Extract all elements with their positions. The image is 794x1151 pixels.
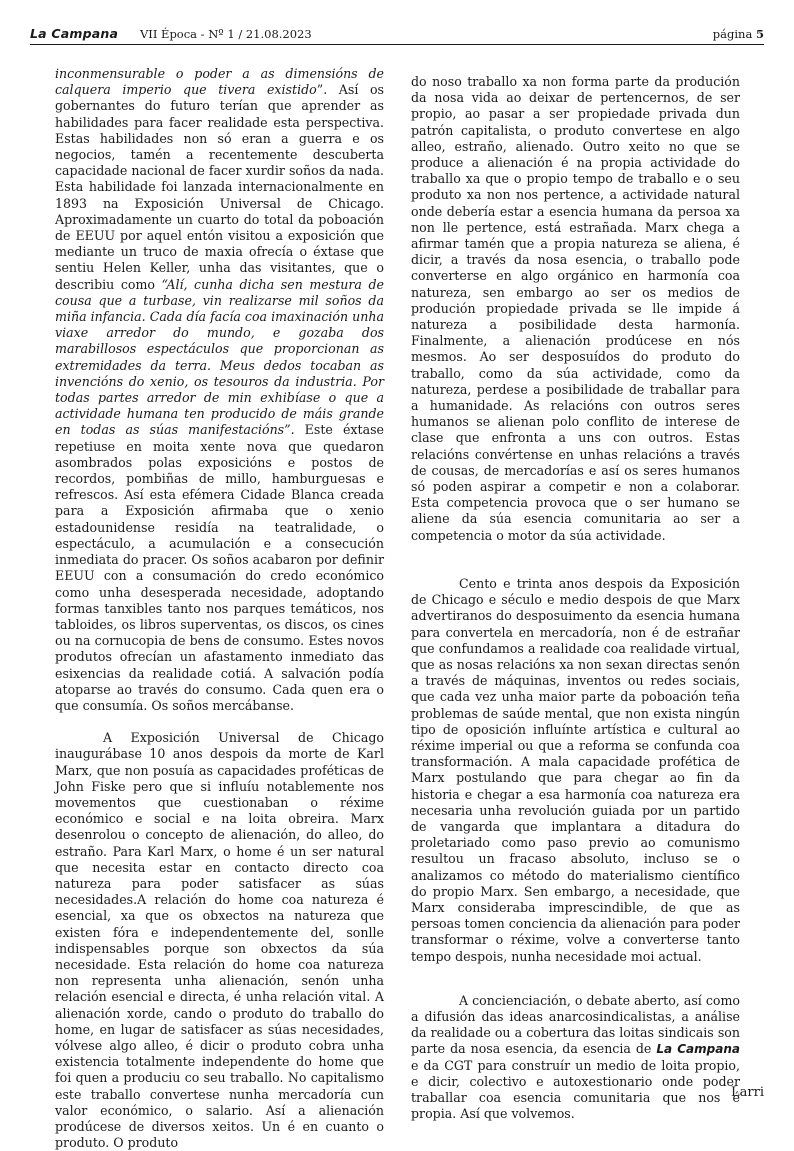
paragraph bbox=[411, 993, 740, 1123]
page-label: página bbox=[712, 27, 753, 41]
right-column bbox=[411, 74, 740, 1122]
paragraph: do noso traballo xa non forma parte da produción da nosa vida ao deixar de pertencernos, de ser propio, ao pasar a ser propiedade privada dun patrón capitalista, o produto convertese en algo alleo, estraño, alienado. Outro xeito no que se produce a alienación é na propia actividade do traballo xa que o propio tempo de traballo e o seu produto xa non nos pertence, a actividade natural onde debería estar a esencia humana da persoa xa non lle pertence, está estrañada. Marx chega a afirmar tamén que a propia natureza se aliena, é dicir, a través da nosa esencia, o traballo pode converterse en algo orgánico en harmonía coa natureza, sen embargo ao ser os medios de produción propiedade privada se lle impide á natureza a posibilidade desta harmonía. Finalmente, a alienación prodúcese en nós mesmos. Ao ser desposuídos do produto do traballo, como da súa actividade, como da natureza, perdese a posibilidade de traballar para a humanidade. As relacións con outros seres humanos se alienan polo conflito de interese de clase que enfronta a uns con outros. Estas relacións convértense en unhas relacións a través de cousas, de mercadorías e así os seres humanos só poden aspirar a competir e non a colaborar. Esta competencia provoca que o ser humano se aliene da súa esencia comunitaria ao ser a competencia o motor da súa actividade. bbox=[411, 74, 740, 543]
page-header bbox=[30, 26, 764, 42]
paragraph bbox=[55, 66, 384, 714]
issue-info: VII Época - Nº 1 / 21.08.2023 bbox=[140, 27, 312, 41]
paragraph: Cento e trinta anos despois da Exposición de Chicago e século e medio despois de que Marx advertiranos do desposuimento da esencia humana para convertela en mercadoría, non é de estrañar que confundamos a realidade coa realidade virtual, que as nosas relacións xa non sexan directas senón a través de máquinas, inventos ou redes sociais, que cada vez unha maior parte da poboación teña problemas de saúde mental, que non exista ningún tipo de oposición influínte artística e cultural ao réxime imperial ou que a reforma se confunda coa transformación. A mala capacidade profética de Marx postulando que para chegar ao fin da historia e chegar a esa harmonía coa natureza era necesaria unha revolución guiada por un partido de vangarda que implantara a ditadura do proletariado como paso previo ao comunismo resultou un fracaso absoluto, incluso se o analizamos co método do materialismo científico do propio Marx. Sen embargo, a necesidade, que Marx consideraba imprescindible, de que as persoas tomen conciencia da alienación para poder transformar o réxime, volve a converterse tanto tempo despois, nunha necesidade moi actual. bbox=[411, 575, 740, 964]
page-number bbox=[713, 26, 764, 42]
inline-brand: La Campana bbox=[656, 1042, 740, 1057]
text-run: Este éxtase repetiuse en moita xente nova que quedaron asombrados polas exposicións e postos de recordos, pombiñas de millo, hamburguesas e refrescos. Así esta efémera Cidade Blanca creada para a Exposición afirmaba que o xenio estadounidense residía na teatralidade, o espectáculo, a acumulación e a consecución inmediata do pracer. Os soños acabaron por definir EEUU con a consumación do credo económico como unha desesperada necesidade, adoptando formas tanxibles tanto nos parques temáticos, nos tabloides, os libros superventas, os discos, os cines ou na cornucopia de bens de consumo. Estes novos produtos ofrecían un afastamento inmediato das esixencias da realidade cotiá. A salvación podía atoparse ao través do consumo. Cada quen era o que consumía. Os soños mercábanse. bbox=[55, 422, 384, 713]
page-number-value: 5 bbox=[755, 27, 764, 41]
text-run: e da CGT para construír un medio de loita propio, e dicir, colectivo e autoxestionario onde poder traballar coa esencia comunitaria que nos é propia. Así que volvemos. bbox=[411, 1057, 740, 1122]
left-column bbox=[55, 66, 384, 1151]
italic-quote: inconmensurable o poder a as dimensións de calquera imperio que tivera existido bbox=[55, 66, 384, 98]
text-run: ”. Así os gobernantes do futuro terían que aprender as habilidades para facer realidade esta perspectiva. Estas habilidades non só eran a guerra e os negocios, tamén a recentemente descuberta capacidade nacional de facer xurdir soños da nada. Esta habilidade foi lanzada internacionalmente en 1893 na Exposición Universal de Chicago. Aproximadamente un cuarto do total da poboación de EEUU por aquel entón visitou a exposición que mediante un truco de maxia ofrecía o éxtase que sentiu Helen Keller, unha das visitantes, que o describiu como bbox=[55, 82, 384, 292]
author-signature: Larri bbox=[731, 1085, 764, 1100]
header-rule bbox=[30, 44, 764, 45]
publication-brand: La Campana bbox=[30, 26, 119, 41]
italic-quote: “Alí, cunha dicha sen mestura de cousa que a turbase, vin realizarse mil soños da miña infancia. Cada día facía coa imaxinación unha viaxe arredor do mundo, e gozaba dos marabillosos espectáculos que proporcionan as extremidades da terra. Meus dedos tocaban as invencións do xenio, os tesouros da industria. Por todas partes arredor de min exhibíase o que a actividade humana ten producido de máis grande en todas as súas manifestacións”. bbox=[55, 276, 384, 438]
paragraph: A Exposición Universal de Chicago inaugurábase 10 anos despois da morte de Karl Marx, que non posuía as capacidades proféticas de John Fiske pero que si influíu notablemente nos movementos que cuestionaban o réxime económico e social e na loita obreira. Marx desenrolou o concepto de alienación, do alleo, do estraño. Para Karl Marx, o home é un ser natural que necesita estar en contacto directo coa natureza para poder satisfacer as súas necesidades.A relación do home coa natureza é esencial, xa que os obxectos na natureza que existen fóra e independentemente del, sonlle indispensables porque son obxectos da súa necesidade. Esta relación do home coa natureza non representa unha alienación, senón unha relación esencial e directa, é unha relación vital. A alienación xorde, cando o produto do traballo do home, en lugar de satisfacer as súas necesidades, vólvese algo alleo, é dicir o produto cobra unha existencia totalmente independente do home que foi quen a produciu co seu traballo. No capitalismo este traballo convertese nunha mercadoría cun valor económico, o salario. Así a alienación prodúcese de diversos xeitos. Un é en cuanto o produto. O produto bbox=[55, 730, 384, 1151]
text-run: A concienciación, o debate aberto, así como a difusión das ideas anarcosindicalistas, a análise da realidade ou a cobertura das loitas sindicais son parte da nosa esencia, da esencia de bbox=[411, 992, 740, 1057]
